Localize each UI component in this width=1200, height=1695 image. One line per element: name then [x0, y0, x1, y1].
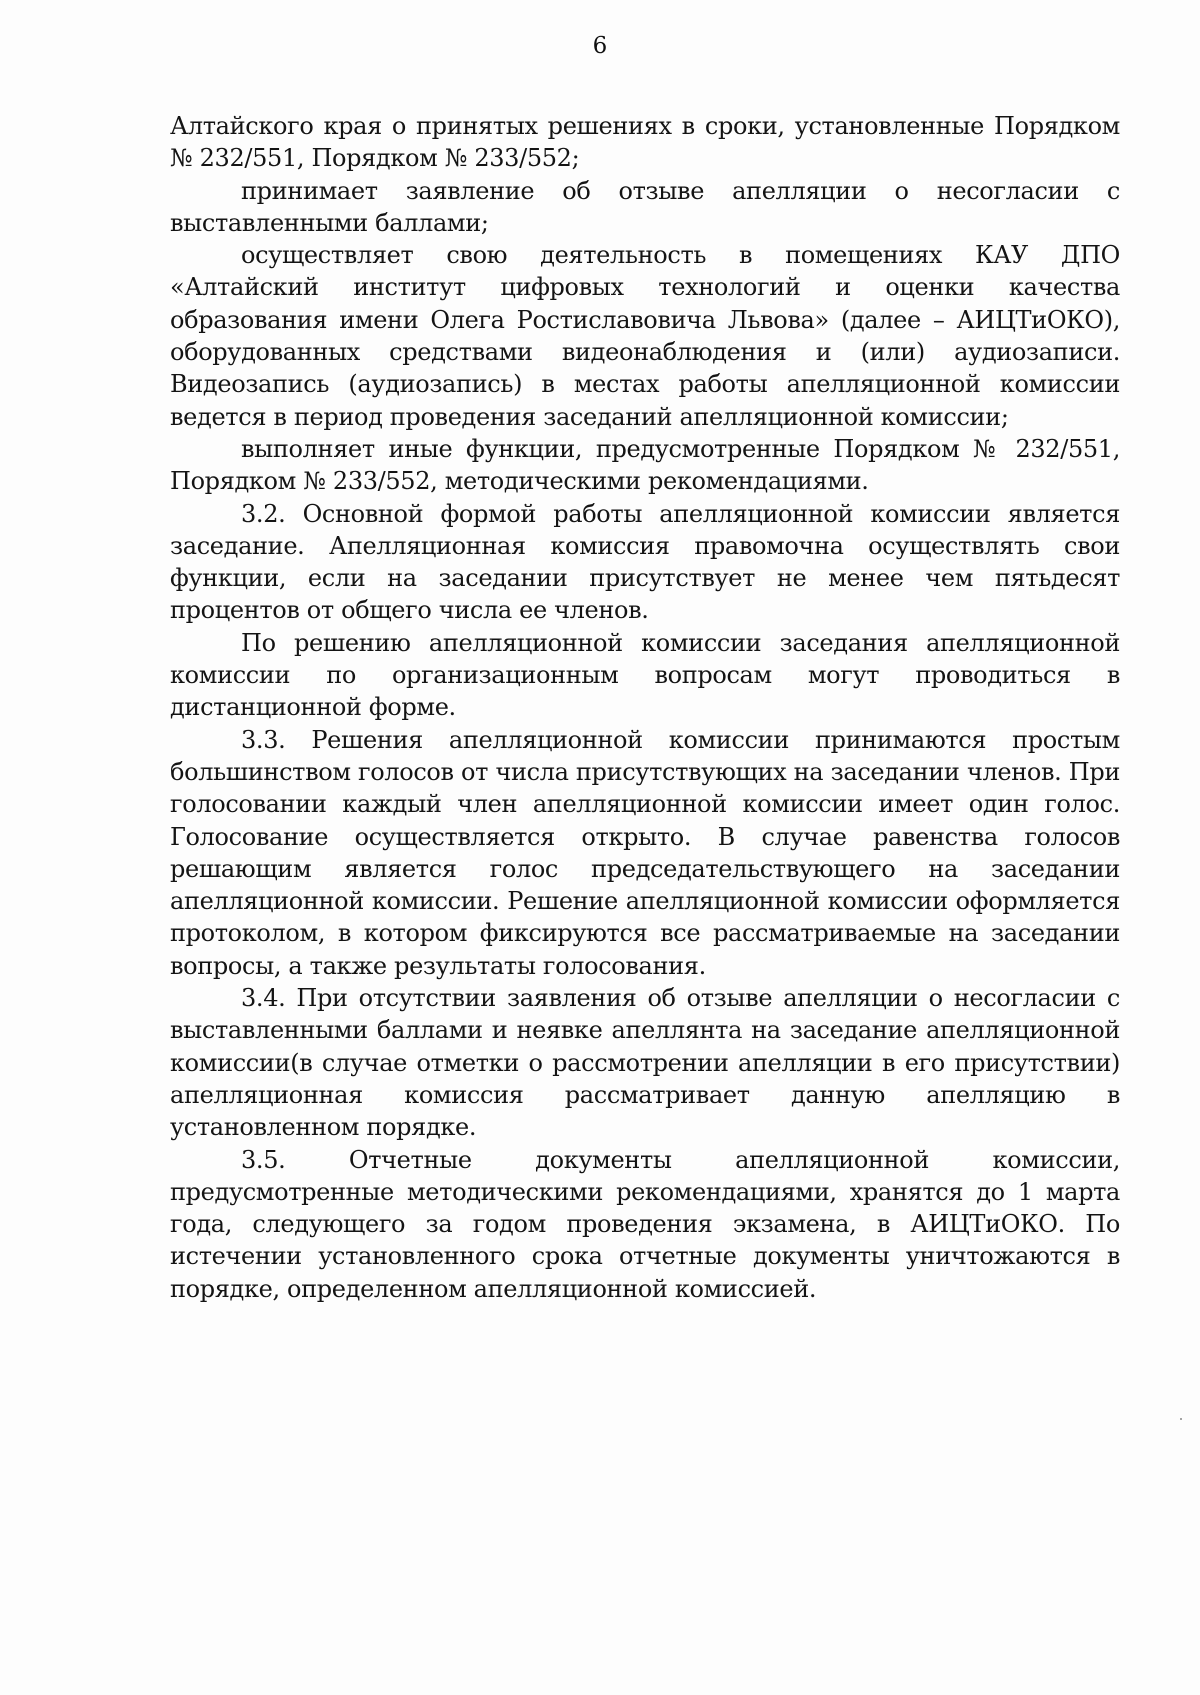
paragraph-remote-meetings: По решению апелляционной комиссии заседания апелляционной комиссии по организационным вопросам могут проводиться в дистанционной форме. [170, 628, 1120, 722]
paragraph-continuation: Алтайского края о принятых решениях в сроки, установленные Порядком № 232/551, Порядком № 233/552; [170, 112, 1120, 173]
page-number: 6 [592, 33, 608, 59]
scan-speck [1180, 1418, 1182, 1420]
paragraph-3-5: 3.5. Отчетные документы апелляционной комиссии, предусмотренные методическими рекомендациями, хранятся до 1 марта года, следующего за годом проведения экзамена, в АИЦТиОКО. По истечении установленного срока отчетные документы уничтожаются в порядке, определенном апелляционной комиссией. [170, 1145, 1120, 1303]
document-body [170, 110, 1120, 1305]
paragraph-activity-premises: осуществляет свою деятельность в помещениях КАУ ДПО «Алтайский институт цифровых технологий и оценки качества образования имени Олега Ростиславовича Львова» (далее – АИЦТиОКО), оборудованных средствами видеонаблюдения и (или) аудиозаписи. Видеозапись (аудиозапись) в местах работы апелляционной комиссии ведется в период проведения заседаний апелляционной комиссии; [170, 241, 1120, 431]
paragraph-3-3: 3.3. Решения апелляционной комиссии принимаются простым большинством голосов от числа присутствующих на заседании членов. При голосовании каждый член апелляционной комиссии имеет один голос. Голосование осуществляется открыто. В случае равенства голосов решающим является голос председательствующего на заседании апелляционной комиссии. Решение апелляционной комиссии оформляется протоколом, в котором фиксируются все рассматриваемые на заседании вопросы, а также результаты голосования. [170, 725, 1120, 980]
paragraph-other-functions: выполняет иные функции, предусмотренные Порядком № 232/551, Порядком № 233/552, методическими рекомендациями. [170, 434, 1120, 496]
paragraph-3-4: 3.4. При отсутствии заявления об отзыве апелляции о несогласии с выставленными баллами и неявке апеллянта на заседание апелляционной комиссии(в случае отметки о рассмотрении апелляции в его присутствии) апелляционная комиссия рассматривает данную апелляцию в установленном порядке. [170, 984, 1120, 1142]
paragraph-3-2: 3.2. Основной формой работы апелляционной комиссии является заседание. Апелляционная комиссия правомочна осуществлять свои функции, если на заседании присутствует не менее чем пятьдесят процентов от общего числа ее членов. [170, 499, 1120, 625]
paragraph-accept-withdrawal: принимает заявление об отзыве апелляции о несогласии с выставленными баллами; [170, 176, 1120, 237]
